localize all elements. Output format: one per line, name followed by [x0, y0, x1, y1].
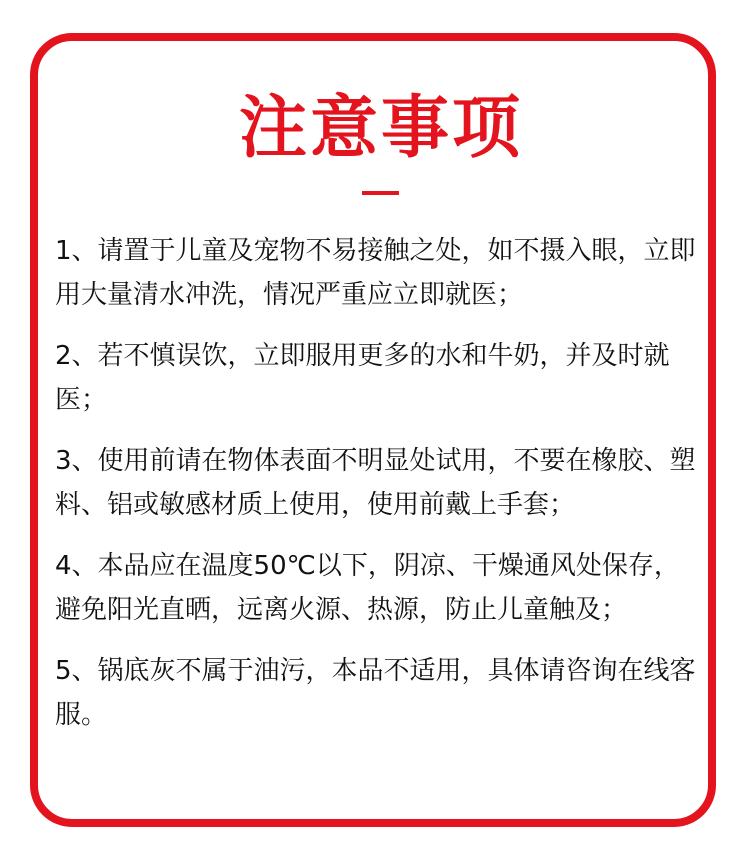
notice-item-5: 5、锅底灰不属于油污，本品不适用，具体请咨询在线客服。 [55, 656, 696, 730]
notice-list [55, 229, 700, 754]
notice-item-2: 2、若不慎误饮，立即服用更多的水和牛奶，并及时就医； [55, 341, 670, 415]
notice-item-4: 4、本品应在温度50℃以下，阴凉、干燥通风处保存，避免阳光直晒，远离火源、热源，防止儿童触及； [55, 551, 680, 625]
title-divider [362, 191, 399, 195]
notice-card [30, 33, 716, 827]
notice-item-3: 3、使用前请在物体表面不明显处试用，不要在橡胶、塑料、铝或敏感材质上使用，使用前戴上手套； [55, 446, 696, 520]
notice-item-1: 1、请置于儿童及宠物不易接触之处，如不摄入眼，立即用大量清水冲洗，情况严重应立即就医； [55, 236, 696, 310]
notice-title: 注意事项 [238, 89, 523, 168]
